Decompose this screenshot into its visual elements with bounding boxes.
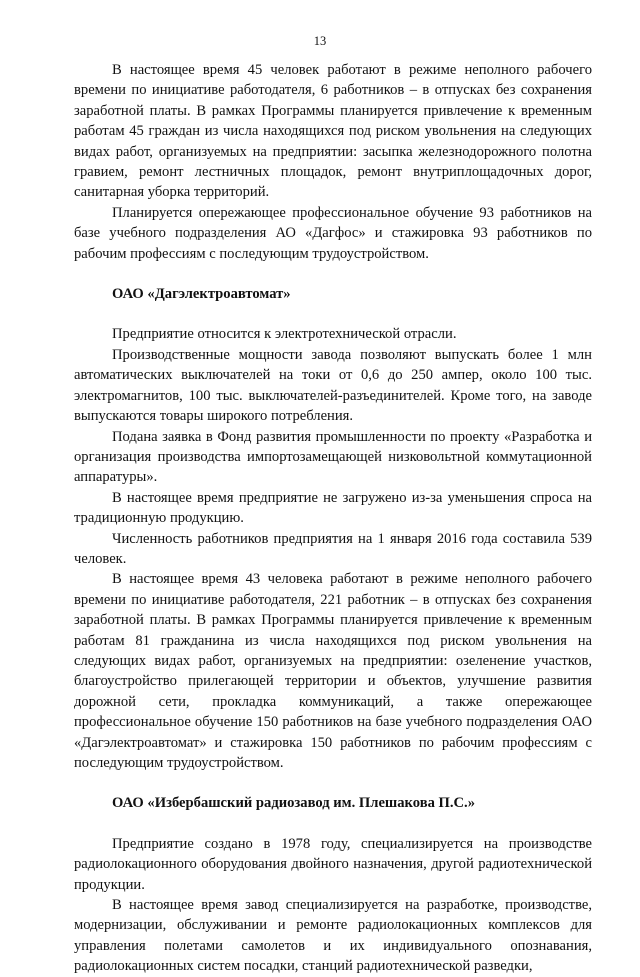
- page-content: [74, 60, 592, 977]
- paragraph: Численность работников предприятия на 1 января 2016 года составила 539 человек.: [74, 530, 592, 567]
- section-heading: ОАО «Избербашский радиозавод им. Плешакова П.С.»: [112, 795, 476, 812]
- paragraph: В настоящее время 45 человек работают в режиме неполного рабочего времени по инициативе работодателя, 6 работников – в отпусках без сохранения заработной платы. В рамках Программы планируется привлечение к временным работам 45 граждан из числа находящихся под риском увольнения на следующих видах работ, организуемых на предприятии: засыпка железнодорожного полотна гравием, ремонт лестничных площадок, ремонт внутриплощадочных дорог, санитарная уборка территорий.: [74, 62, 592, 201]
- paragraph: Производственные мощности завода позволяют выпускать более 1 млн автоматических выключателей на токи от 0,6 до 250 ампер, около 100 тыс. электромагнитов, 100 тыс. выключателей-разъединителей. Кроме того, на заводе выпускаются товары широкого потребления.: [74, 346, 592, 425]
- paragraph: Планируется опережающее профессиональное обучение 93 работников на базе учебного подразделения АО «Дагфос» и стажировка 93 работников по рабочим профессиям с последующим трудоустройством.: [74, 204, 592, 262]
- page-number: 13: [313, 34, 327, 48]
- paragraph: Предприятие создано в 1978 году, специализируется на производстве радиолокационного оборудования двойного назначения, другой радиотехнической продукции.: [74, 835, 592, 893]
- paragraph: Предприятие относится к электротехнической отрасли.: [112, 326, 457, 343]
- paragraph: В настоящее время завод специализируется на разработке, производстве, модернизации, обслуживании и ремонте радиолокационных комплексов для управления полетами самолетов и их индивидуального опознавания, радиолокационных систем посадки, станций радиотехнической разведки,: [74, 897, 592, 975]
- paragraph: Подана заявка в Фонд развития промышленности по проекту «Разработка и организация производства импортозамещающей низковольтной коммутационной аппаратуры».: [74, 428, 592, 486]
- paragraph: В настоящее время предприятие не загружено из-за уменьшения спроса на традиционную продукцию.: [74, 489, 592, 527]
- paragraph: В настоящее время 43 человека работают в режиме неполного рабочего времени по инициативе работодателя, 221 работник – в отпусках без сохранения заработной платы. В рамках Программы планируется привлечение к временным работам 81 гражданина из числа находящихся под риском увольнения на следующих видах работ, организуемых на предприятии: озеленение участков, благоустройство прилегающей территории и объектов, улучшение развития дорожной сети, прокладка коммуникаций, а также опережающее профессиональное обучение 150 работников на базе учебного подразделения ОАО «Дагэлектроавтомат» и стажировка 150 работников по рабочим профессиям с последующим трудоустройством.: [74, 571, 592, 771]
- section-heading: ОАО «Дагэлектроавтомат»: [112, 286, 291, 303]
